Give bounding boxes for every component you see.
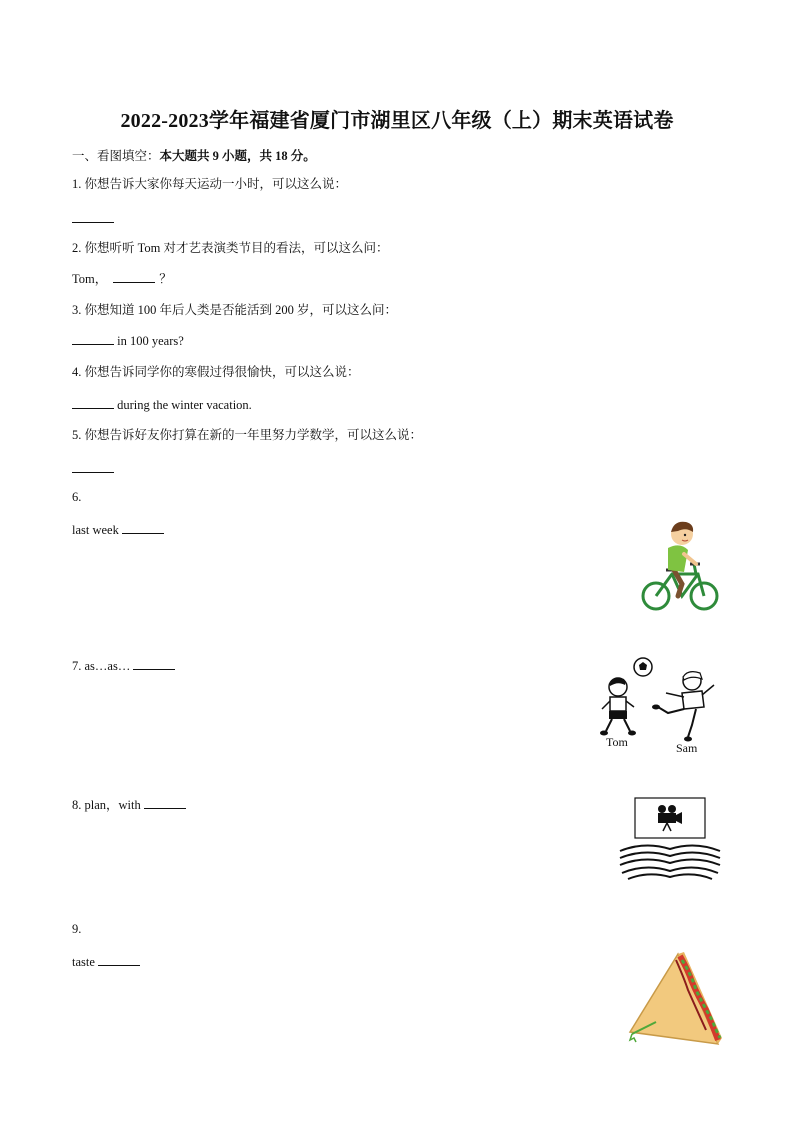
question-8-cue bbox=[72, 796, 186, 813]
two-boys-playing-football-image bbox=[596, 655, 722, 757]
question-3-prompt: 3. 你想知道 100 年后人类是否能活到 200 岁，可以这么问： bbox=[72, 303, 398, 317]
cinema-screen-camera-image bbox=[618, 795, 722, 881]
label-sam: Sam bbox=[676, 741, 698, 755]
answer-blank[interactable] bbox=[133, 657, 175, 670]
section-heading bbox=[72, 146, 316, 164]
question-number: 7. bbox=[72, 659, 82, 673]
section-detail: 本大题共 9 小题，共 18 分。 bbox=[159, 149, 316, 163]
answer-prefix: Tom， bbox=[72, 272, 108, 286]
boy-right-figure bbox=[652, 672, 714, 742]
answer-blank[interactable] bbox=[98, 953, 140, 966]
question-9-number: 9. bbox=[72, 922, 82, 936]
cue-text: last week bbox=[72, 523, 119, 537]
cue-text: plan，with bbox=[84, 798, 141, 812]
answer-blank[interactable] bbox=[72, 458, 114, 473]
sandwich-image bbox=[626, 950, 724, 1050]
cue-text: as…as… bbox=[84, 659, 131, 673]
cue-text: taste bbox=[72, 955, 95, 969]
boy-left-figure bbox=[600, 678, 636, 736]
question-1-answer bbox=[72, 208, 114, 227]
question-5-answer bbox=[72, 458, 114, 477]
boy-riding-bicycle-image bbox=[638, 518, 722, 616]
question-5-prompt: 5. 你想告诉好友你打算在新的一年里努力学数学，可以这么说： bbox=[72, 428, 423, 442]
question-4-answer bbox=[72, 396, 252, 413]
answer-suffix: during the winter vacation. bbox=[114, 398, 252, 412]
section-prefix: 一、看图填空： bbox=[72, 149, 160, 163]
answer-suffix: ？ bbox=[159, 272, 172, 286]
question-1-prompt: 1. 你想告诉大家你每天运动一小时，可以这么说： bbox=[72, 177, 348, 191]
cinema-seats-icon bbox=[620, 845, 720, 879]
label-tom: Tom bbox=[606, 735, 628, 749]
page-title: 2022-2023学年福建省厦门市湖里区八年级（上）期末英语试卷 bbox=[120, 110, 674, 132]
answer-blank[interactable] bbox=[72, 396, 114, 409]
question-9-cue bbox=[72, 953, 140, 970]
answer-suffix: in 100 years? bbox=[114, 334, 184, 348]
question-7-cue bbox=[72, 657, 175, 674]
question-2-prompt: 2. 你想听听 Tom 对才艺表演类节目的看法，可以这么问： bbox=[72, 241, 389, 255]
question-6-cue bbox=[72, 521, 164, 538]
question-number: 8. bbox=[72, 798, 82, 812]
bicycle-icon bbox=[638, 518, 722, 616]
answer-blank[interactable] bbox=[72, 332, 114, 345]
question-3-answer bbox=[72, 332, 184, 349]
question-6-number: 6. bbox=[72, 490, 82, 504]
answer-blank[interactable] bbox=[144, 796, 186, 809]
sandwich-icon bbox=[626, 950, 724, 1050]
answer-blank[interactable] bbox=[113, 270, 155, 283]
question-4-prompt: 4. 你想告诉同学你的寒假过得很愉快，可以这么说： bbox=[72, 365, 360, 379]
football-icon bbox=[634, 658, 652, 676]
question-2-answer bbox=[72, 270, 172, 287]
answer-blank[interactable] bbox=[72, 208, 114, 223]
answer-blank[interactable] bbox=[122, 521, 164, 534]
